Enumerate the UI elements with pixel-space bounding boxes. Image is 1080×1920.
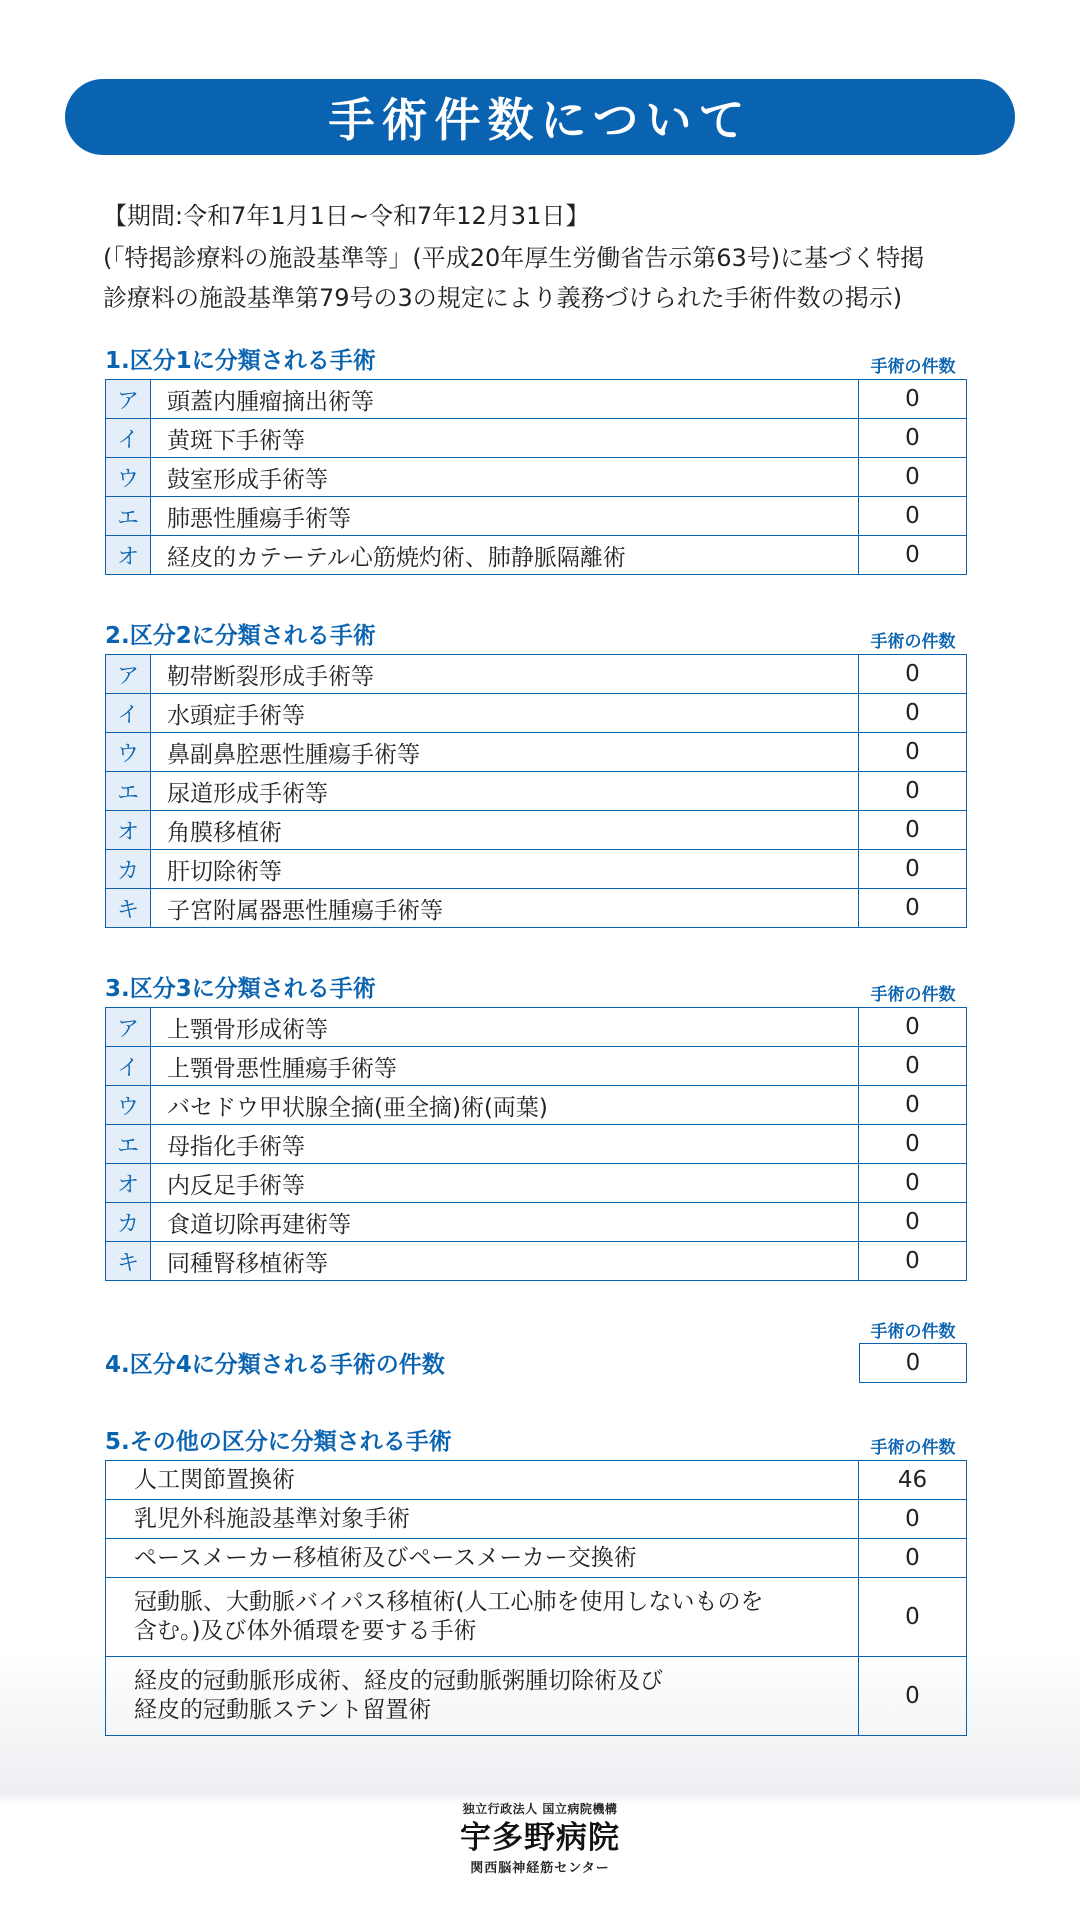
section-title: 3.区分3に分類される手術 bbox=[105, 976, 376, 1002]
surgery-name: 頭蓋内腫瘤摘出術等 bbox=[151, 380, 859, 419]
notes bbox=[103, 238, 993, 318]
table-row bbox=[106, 536, 967, 575]
surgery-count: 0 bbox=[859, 1164, 967, 1203]
count-header: 手術の件数 bbox=[870, 357, 956, 377]
surgery-name: 尿道形成手術等 bbox=[151, 772, 859, 811]
surgery-name: 水頭症手術等 bbox=[151, 694, 859, 733]
surgery-name: 肝切除術等 bbox=[151, 850, 859, 889]
surgery-count: 0 bbox=[859, 1242, 967, 1281]
section-3 bbox=[105, 969, 967, 1281]
period-text: 【期間:令和7年1月1日~令和7年12月31日】 bbox=[103, 202, 590, 230]
page-title-banner bbox=[65, 79, 1015, 155]
surgery-name: 靭帯断裂形成手術等 bbox=[151, 655, 859, 694]
surgery-name: 母指化手術等 bbox=[151, 1125, 859, 1164]
table-row bbox=[106, 1086, 967, 1125]
row-letter: ウ bbox=[106, 1086, 151, 1125]
surgery-name: 上顎骨形成術等 bbox=[151, 1008, 859, 1047]
surgery-name-line: 人工関節置換術 bbox=[134, 1466, 295, 1493]
row-letter: オ bbox=[106, 536, 151, 575]
table-row bbox=[106, 1539, 967, 1578]
surgery-name-line: 経皮的冠動脈形成術、経皮的冠動脈粥腫切除術及び bbox=[134, 1668, 663, 1694]
table-row bbox=[106, 1500, 967, 1539]
surgery-name: 黄斑下手術等 bbox=[151, 419, 859, 458]
table-row bbox=[106, 1657, 967, 1736]
table-row bbox=[106, 1578, 967, 1657]
row-letter: カ bbox=[106, 850, 151, 889]
surgery-count: 46 bbox=[859, 1461, 967, 1500]
surgery-count: 0 bbox=[859, 655, 967, 694]
table-row bbox=[106, 655, 967, 694]
surgery-name: 子宮附属器悪性腫瘍手術等 bbox=[151, 889, 859, 928]
page-title: 手術件数について bbox=[328, 93, 752, 147]
count-header: 手術の件数 bbox=[870, 1438, 956, 1458]
surgery-name: 経皮的カテーテル心筋焼灼術、肺静脈隔離術 bbox=[151, 536, 859, 575]
count-header: 手術の件数 bbox=[870, 1322, 956, 1342]
org-name: 独立行政法人 国立病院機構 bbox=[462, 1802, 618, 1816]
table-row bbox=[106, 850, 967, 889]
surgery-name bbox=[106, 1500, 859, 1539]
surgery-name bbox=[106, 1657, 859, 1736]
surgery-name: 内反足手術等 bbox=[151, 1164, 859, 1203]
table-row bbox=[106, 1008, 967, 1047]
surgery-count: 0 bbox=[859, 1008, 967, 1047]
table-row bbox=[106, 1242, 967, 1281]
table-row bbox=[106, 497, 967, 536]
surgery-count: 0 bbox=[859, 1086, 967, 1125]
surgery-name bbox=[106, 1578, 859, 1657]
table-row bbox=[106, 419, 967, 458]
row-letter: ア bbox=[106, 655, 151, 694]
surgery-count: 0 bbox=[859, 419, 967, 458]
table-row bbox=[106, 889, 967, 928]
surgery-name: 上顎骨悪性腫瘍手術等 bbox=[151, 1047, 859, 1086]
surgery-table bbox=[105, 1007, 967, 1281]
section-title: 5.その他の区分に分類される手術 bbox=[105, 1429, 452, 1455]
count-header: 手術の件数 bbox=[870, 985, 956, 1005]
row-letter: エ bbox=[106, 772, 151, 811]
surgery-count: 0 bbox=[859, 733, 967, 772]
row-letter: イ bbox=[106, 694, 151, 733]
surgery-name: 同種腎移植術等 bbox=[151, 1242, 859, 1281]
surgery-count: 0 bbox=[859, 1125, 967, 1164]
hospital-subtitle: 関西脳神経筋センター bbox=[470, 1861, 610, 1876]
surgery-name-line: 経皮的冠動脈ステント留置術 bbox=[134, 1697, 432, 1723]
surgery-count: 0 bbox=[859, 889, 967, 928]
row-letter: カ bbox=[106, 1203, 151, 1242]
surgery-count: 0 bbox=[859, 1203, 967, 1242]
surgery-count: 0 bbox=[859, 497, 967, 536]
row-letter: ウ bbox=[106, 733, 151, 772]
surgery-name-line: ペースメーカー移植術及びペースメーカー交換術 bbox=[134, 1544, 637, 1571]
hospital-logo bbox=[0, 1800, 1080, 1876]
surgery-count: 0 bbox=[859, 458, 967, 497]
row-letter: エ bbox=[106, 497, 151, 536]
table-row bbox=[106, 1047, 967, 1086]
surgery-name: バセドウ甲状腺全摘(亜全摘)術(両葉) bbox=[151, 1086, 859, 1125]
row-letter: オ bbox=[106, 811, 151, 850]
table-row bbox=[106, 694, 967, 733]
surgery-count: 0 bbox=[859, 811, 967, 850]
surgery-name: 食道切除再建術等 bbox=[151, 1203, 859, 1242]
surgery-table bbox=[105, 654, 967, 928]
surgery-count: 0 bbox=[859, 1657, 967, 1736]
row-letter: キ bbox=[106, 1242, 151, 1281]
surgery-count: 0 bbox=[859, 694, 967, 733]
surgery-name-line: 乳児外科施設基準対象手術 bbox=[134, 1505, 410, 1532]
surgery-name-line: 含む。)及び体外循環を要する手術 bbox=[134, 1618, 477, 1644]
note-line: 診療料の施設基準第79号の3の規定により義務づけられた手術件数の掲示) bbox=[103, 284, 903, 312]
section-title: 1.区分1に分類される手術 bbox=[105, 348, 376, 374]
table-row bbox=[106, 811, 967, 850]
section-2 bbox=[105, 616, 967, 928]
table-row bbox=[106, 380, 967, 419]
section-4-count: 0 bbox=[859, 1343, 967, 1383]
table-row bbox=[106, 1125, 967, 1164]
row-letter: イ bbox=[106, 419, 151, 458]
table-row bbox=[106, 1164, 967, 1203]
section-1 bbox=[105, 341, 967, 575]
hospital-name: 宇多野病院 bbox=[460, 1820, 620, 1856]
surgery-name bbox=[106, 1461, 859, 1500]
section-title: 2.区分2に分類される手術 bbox=[105, 623, 376, 649]
row-letter: ウ bbox=[106, 458, 151, 497]
note-line: (「特掲診療料の施設基準等」(平成20年厚生労働省告示第63号)に基づく特掲 bbox=[103, 244, 925, 272]
section-4-title: 4.区分4に分類される手術の件数 bbox=[105, 1352, 445, 1378]
surgery-count: 0 bbox=[859, 850, 967, 889]
surgery-table bbox=[105, 1460, 967, 1736]
surgery-count: 0 bbox=[859, 1539, 967, 1578]
row-letter: キ bbox=[106, 889, 151, 928]
surgery-name: 鼻副鼻腔悪性腫瘍手術等 bbox=[151, 733, 859, 772]
surgery-count: 0 bbox=[859, 1500, 967, 1539]
surgery-count: 0 bbox=[859, 1578, 967, 1657]
surgery-name-line: 冠動脈、大動脈バイパス移植術(人工心肺を使用しないものを bbox=[134, 1589, 764, 1615]
row-letter: ア bbox=[106, 380, 151, 419]
surgery-count: 0 bbox=[859, 1047, 967, 1086]
row-letter: イ bbox=[106, 1047, 151, 1086]
table-row bbox=[106, 1203, 967, 1242]
count-header: 手術の件数 bbox=[870, 632, 956, 652]
section-5 bbox=[105, 1422, 967, 1736]
surgery-name bbox=[106, 1539, 859, 1578]
surgery-name: 鼓室形成手術等 bbox=[151, 458, 859, 497]
table-row bbox=[106, 772, 967, 811]
surgery-table bbox=[105, 379, 967, 575]
surgery-count: 0 bbox=[859, 536, 967, 575]
surgery-name: 肺悪性腫瘍手術等 bbox=[151, 497, 859, 536]
row-letter: オ bbox=[106, 1164, 151, 1203]
table-row bbox=[106, 458, 967, 497]
table-row bbox=[106, 1461, 967, 1500]
surgery-name: 角膜移植術 bbox=[151, 811, 859, 850]
row-letter: ア bbox=[106, 1008, 151, 1047]
surgery-count: 0 bbox=[859, 380, 967, 419]
surgery-count: 0 bbox=[859, 772, 967, 811]
table-row bbox=[106, 733, 967, 772]
row-letter: エ bbox=[106, 1125, 151, 1164]
